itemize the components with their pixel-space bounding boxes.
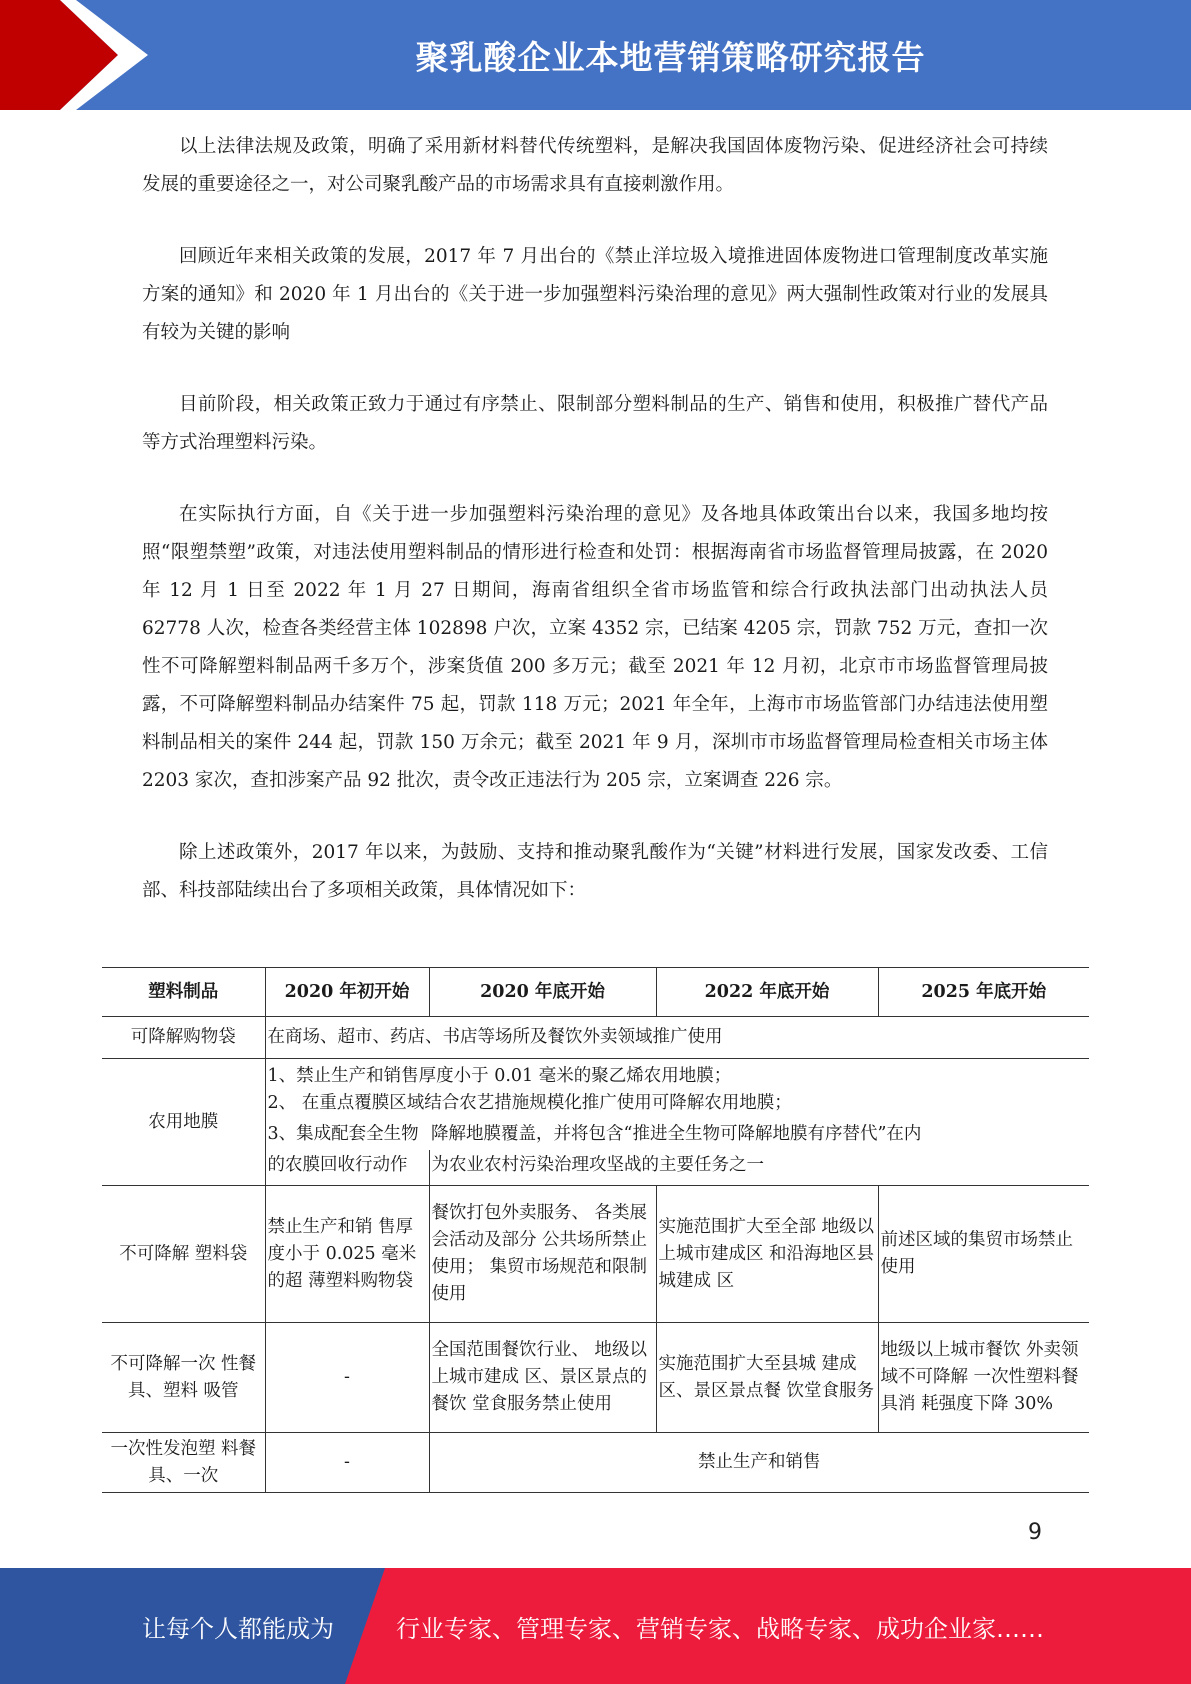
table-cell: 在商场、超市、药店、书店等场所及餐饮外卖领域推广使用 xyxy=(265,1017,1089,1059)
policy-table xyxy=(102,967,1089,1493)
mulch-policy-line-2: 2、 在重点覆膜区域结合农艺措施规模化推广使用可降解农用地膜； xyxy=(267,1093,792,1113)
row-category: 不可降解 塑料袋 xyxy=(102,1186,265,1323)
paragraph-1: 以上法律法规及政策，明确了采用新材料替代传统塑料，是解决我国固体废物污染、促进经济社会可持续发展的重要途径之一，对公司聚乳酸产品的市场需求具有直接刺激作用。 xyxy=(142,136,1048,195)
table-cell: 实施范围扩大至全部 地级以上城市建成区 和沿海地区县城建成 区 xyxy=(656,1186,878,1323)
table-cell xyxy=(265,1059,1089,1120)
table-cell: - xyxy=(265,1433,429,1493)
header-cell: 塑料制品 xyxy=(102,968,265,1017)
paragraph-5: 除上述政策外，2017 年以来，为鼓励、支持和推动聚乳酸作为“关键”材料进行发展，国家发改委、工信部、科技部陆续出台了多项相关政策，具体情况如下： xyxy=(142,842,1048,901)
body-text xyxy=(142,128,1048,944)
row-category: 可降解购物袋 xyxy=(102,1017,265,1059)
header-cell: 2020 年底开始 xyxy=(429,968,656,1017)
page-footer xyxy=(0,1568,1191,1684)
table-cell xyxy=(265,1150,429,1186)
mulch-policy-line-4a: 的农膜回收行动作 xyxy=(267,1155,408,1175)
header-cell: 2020 年初开始 xyxy=(265,968,429,1017)
table-cell: 实施范围扩大至县城 建成区、景区景点餐 饮堂食服务 xyxy=(656,1323,878,1433)
table-cell xyxy=(265,1119,429,1150)
table-row xyxy=(102,1059,1089,1120)
paragraph-4: 在实际执行方面，自《关于进一步加强塑料污染治理的意见》及各地具体政策出台以来，我国多地均按照“限塑禁塑”政策，对违法使用塑料制品的情形进行检查和处罚：根据海南省市场监督管理局披露，在 2020 年 12 月 1 日至 2022 年 1 月 27 日期间，海南省组织全省市场监管和综合行政执法部门出动执法人员 62778 人次，检查各类经营主体 102898 户次，立案 4352 宗，已结案 4205 宗，罚款 752 万元，查扣一次性不可降解塑料制品两千多万个，涉案货值 200 多万元；截至 2021 年 12 月初，北京市市场监督管理局披露，不可降解塑料制品办结案件 75 起，罚款 118 万元；2021 年全年，上海市市场监管部门办结违法使用塑料制品相关的案件 244 起，罚款 150 万余元；截至 2021 年 9 月，深圳市市场监督管理局检查相关市场主体 2203 家次，查扣涉案产品 92 批次，责令改正违法行为 205 宗，立案调查 226 宗。 xyxy=(142,504,1048,791)
mulch-policy-line-3a: 3、集成配套全生物 xyxy=(267,1124,419,1144)
table-cell: - xyxy=(265,1323,429,1433)
page-header xyxy=(0,0,1191,110)
paragraph-3: 目前阶段，相关政策正致力于通过有序禁止、限制部分塑料制品的生产、销售和使用，积极推广替代产品等方式治理塑料污染。 xyxy=(142,394,1048,453)
report-title: 聚乳酸企业本地营销策略研究报告 xyxy=(415,37,926,77)
table-row xyxy=(102,1186,1089,1323)
row-category: 不可降解一次 性餐具、塑料 吸管 xyxy=(102,1323,265,1433)
page-number: 9 xyxy=(1028,1520,1042,1545)
table-cell xyxy=(429,1150,1089,1186)
table-cell: 全国范围餐饮行业、 地级以上城市建成 区、景区景点的餐饮 堂食服务禁止使用 xyxy=(429,1323,656,1433)
table-cell: 禁止生产和销售 xyxy=(429,1433,1089,1493)
header-cell: 2022 年底开始 xyxy=(656,968,878,1017)
row-category: 农用地膜 xyxy=(102,1059,265,1186)
footer-slogan-left: 让每个人都能成为 xyxy=(142,1614,334,1643)
table-row xyxy=(102,1017,1089,1059)
mulch-policy-line-1: 1、禁止生产和销售厚度小于 0.01 毫米的聚乙烯农用地膜； xyxy=(267,1066,732,1086)
table-row xyxy=(102,1433,1089,1493)
table-cell: 地级以上城市餐饮 外卖领域不可降解 一次性塑料餐具消 耗强度下降 30% xyxy=(878,1323,1089,1433)
mulch-policy-line-4b: 为农业农村污染治理攻坚战的主要任务之一 xyxy=(431,1155,764,1175)
mulch-policy-line-3b: 降解地膜覆盖，并将包含“推进全生物可降解地膜有序替代”在内 xyxy=(431,1124,922,1144)
table-header-row xyxy=(102,968,1089,1017)
footer-slogan-right: 行业专家、管理专家、营销专家、战略专家、成功企业家…… xyxy=(396,1614,1044,1643)
row-category: 一次性发泡塑 料餐具、一次 xyxy=(102,1433,265,1493)
table-cell: 前述区域的集贸市场禁止使用 xyxy=(878,1186,1089,1323)
table-row xyxy=(102,1323,1089,1433)
table-cell: 禁止生产和销 售厚度小于 0.025 毫米的超 薄塑料购物袋 xyxy=(265,1186,429,1323)
header-cell: 2025 年底开始 xyxy=(878,968,1089,1017)
paragraph-2: 回顾近年来相关政策的发展，2017 年 7 月出台的《禁止洋垃圾入境推进固体废物进口管理制度改革实施方案的通知》和 2020 年 1 月出台的《关于进一步加强塑料污染治理的意见》两大强制性政策对行业的发展具有较为关键的影响 xyxy=(142,246,1048,343)
table-cell xyxy=(429,1119,1089,1150)
table-cell: 餐饮打包外卖服务、 各类展会活动及部分 公共场所禁止使用； 集贸市场规范和限制 使用 xyxy=(429,1186,656,1323)
